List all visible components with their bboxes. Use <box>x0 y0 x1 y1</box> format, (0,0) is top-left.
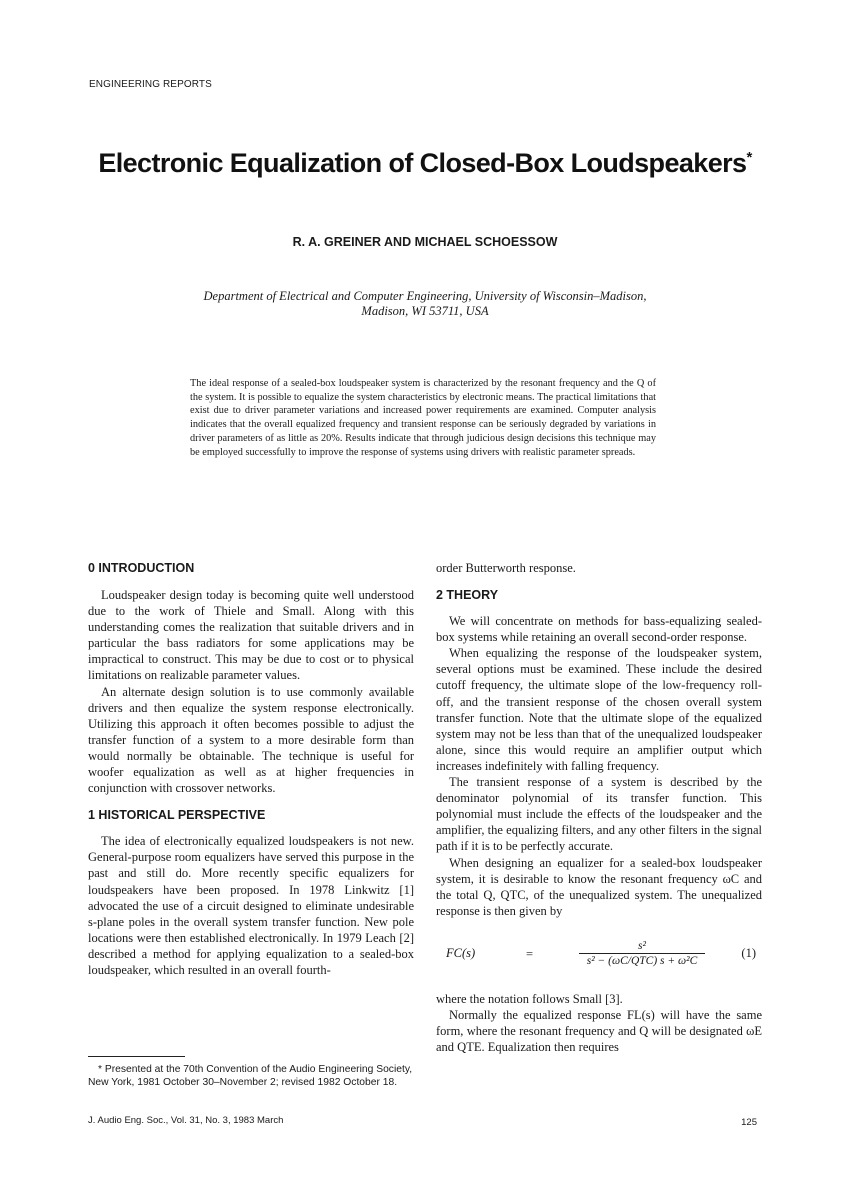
section-heading-historical-perspective: 1 HISTORICAL PERSPECTIVE <box>88 808 266 823</box>
journal-citation: J. Audio Eng. Soc., Vol. 31, No. 3, 1983 March <box>88 1115 284 1126</box>
equation-number: (1) <box>741 946 756 961</box>
affiliation-line-1: Department of Electrical and Computer Engineering, University of Wisconsin–Madison, <box>203 289 647 303</box>
abstract: The ideal response of a sealed-box loudspeaker system is characterized by the resonant frequency and the Q of the system. It is possible to equalize the system characteristics by electronic means. The practical limitations that exist due to driver parameter variations and increased power requirements are examined. Computer analysis indicates that the overall equalized frequency and transient response can be seriously degraded by variations in driver parameters of as little as 20%. Results indicate that through judicious design decisions this technique may be employed successfully to improve the response of systems using drivers with realistic parameter spreads. <box>190 378 656 458</box>
article-title <box>0 148 850 179</box>
author-affiliation <box>0 289 850 319</box>
paragraph: Normally the equalized response FL(s) will have the same form, where the resonant frequency and Q will be designated ωE and QTE. Equalization then requires <box>436 1007 762 1055</box>
equation-1 <box>436 929 762 979</box>
article-title-text: Electronic Equalization of Closed-Box Loudspeakers <box>98 148 747 178</box>
equation-lhs: FC(s) <box>446 946 476 961</box>
paragraph: Loudspeaker design today is becoming quite well understood due to the work of Thiele and Small. Along with this understanding comes the realization that suitable drivers and in particular the bass radiators for some applications may be impractical to construct. This may be due to cost or to physical limitations on realizable parameter values. <box>88 588 414 683</box>
paragraph: We will concentrate on methods for bass-equalizing sealed-box systems while retaining an overall second-order response. <box>436 614 762 645</box>
paragraph: When equalizing the response of the loudspeaker system, several options must be examined. These include the desired cutoff frequency, the ultimate slope of the low-frequency roll-off, and the transient response of the chosen overall system transfer function. Note that the ultimate slope of the equalized system may not be less than that of the unequalized loudspeaker alone, since this would require an amplifier output which increases indefinitely with falling frequency. <box>436 646 762 773</box>
equation-fraction <box>554 940 730 967</box>
equation-equals: = <box>526 946 534 961</box>
footnote: * Presented at the 70th Convention of the Audio Engineering Society, New York, 1981 October 30–November 2; revised 1982 October 18. <box>88 1064 413 1089</box>
equation-numerator: s² <box>638 940 646 953</box>
section-heading-theory: 2 THEORY <box>436 588 499 603</box>
paragraph: The idea of electronically equalized loudspeakers is not new. General-purpose room equalizers have served this purpose in the past and still do. More recently specific equalizers for loudspeakers have been proposed. In 1978 Linkwitz [1] advocated the use of a circuit designed to eliminate undesirable s-plane poles in the overall system transfer function. New pole locations were then established electronically. In 1979 Leach [2] described a method for applying equalization to a sealed-box loudspeaker, which resulted in an overall fourth- <box>88 834 414 977</box>
paragraph-continuation: order Butterworth response. <box>436 561 576 575</box>
section-heading-introduction: 0 INTRODUCTION <box>88 561 195 575</box>
section-label: ENGINEERING REPORTS <box>89 79 212 90</box>
paragraph: An alternate design solution is to use commonly available drivers and then equalize the system response electronically. Utilizing this approach it often becomes possible to adjust the transfer function of a system to a more desirable form than would normally be obtainable. The technique is useful for woofer equalization as well as at higher frequencies in conjunction with crossover networks. <box>88 684 414 796</box>
page-number: 125 <box>741 1117 757 1128</box>
equation-denominator: s² − (ωC/QTC) s + ω²C <box>579 953 706 967</box>
footnote-divider <box>88 1056 185 1057</box>
paragraph: where the notation follows Small [3]. <box>436 991 623 1006</box>
article-authors: R. A. GREINER AND MICHAEL SCHOESSOW <box>292 235 558 249</box>
paragraph: The transient response of a system is described by the denominator polynomial of its transfer function. This polynomial must include the effects of the loudspeaker and the amplifier, the equalizing filters, and any other filters in the signal path if it is to be perfectly accurate. <box>436 775 762 854</box>
title-footnote-mark: * <box>746 149 752 166</box>
left-column <box>88 560 414 978</box>
paragraph: When designing an equalizer for a sealed-box loudspeaker system, it is desirable to know the resonant frequency ωC and the total Q, QTC, of the unequalized system. The unequalized response is then given by <box>436 855 762 918</box>
right-column <box>436 560 762 1055</box>
affiliation-line-2: Madison, WI 53711, USA <box>361 304 489 318</box>
